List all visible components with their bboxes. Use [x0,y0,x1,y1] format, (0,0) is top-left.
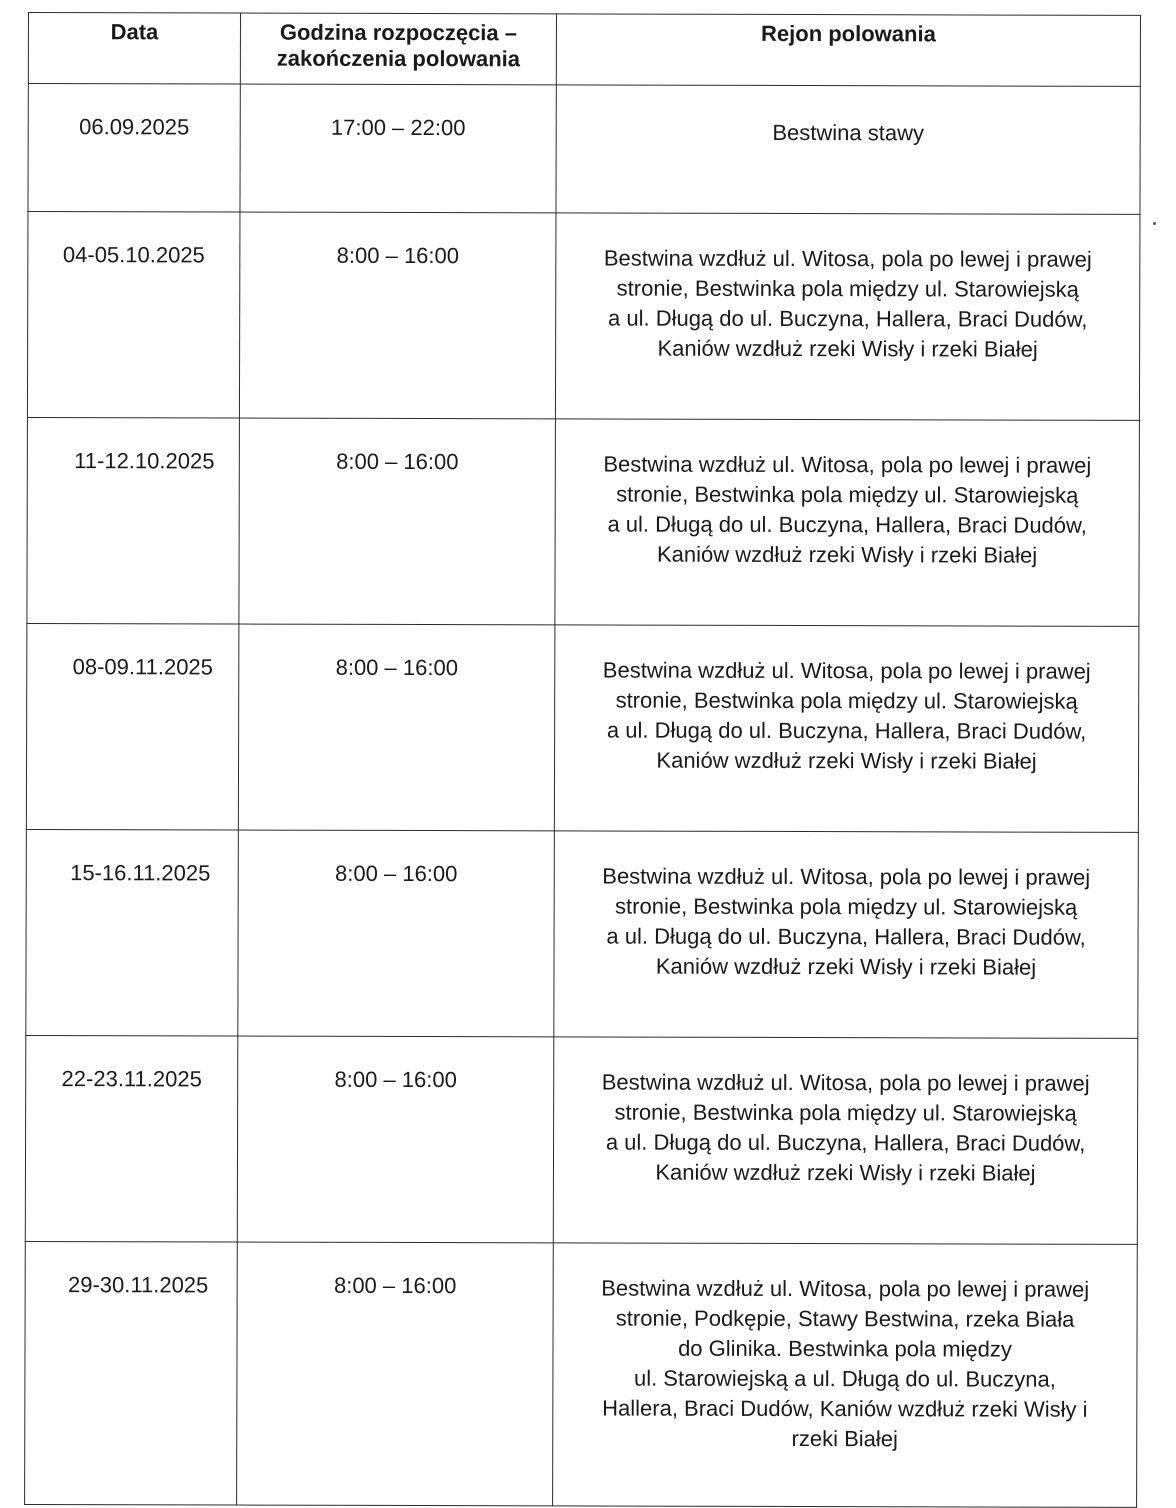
table-row [25,1241,1138,1507]
table-body [25,84,1141,1508]
cell-time: 8:00 – 16:00 [239,418,556,625]
header-time-text: Godzina rozpoczęcia – zakończenia polowania [276,19,521,72]
date-text: 29-30.11.2025 [67,1272,209,1298]
cell-date [26,829,239,1036]
area-text: Bestwina wzdłuż ul. Witosa, pola po lewej i prawej stronie, Bestwinka pola między ul. Starowiejską a ul. Długą do ul. Buczyna, Hallera, Braci Dudów, Kaniów wzdłuż rzeki Wisły i rzeki Białej [602,863,1091,980]
table-header [28,13,1140,87]
cell-area [554,625,1139,833]
date-text: 11-12.10.2025 [74,448,215,474]
header-date: Data [28,13,240,85]
cell-area [556,85,1140,215]
cell-area [553,1243,1138,1508]
area-text: Bestwina wzdłuż ul. Witosa, pola po lewej i prawej stronie, Bestwinka pola między ul. Starowiejską a ul. Długą do ul. Buczyna, Hallera, Braci Dudów, Kaniów wzdłuż rzeki Wisły i rzeki Białej [601,1069,1090,1186]
cell-date [25,1241,238,1505]
area-text: Bestwina wzdłuż ul. Witosa, pola po lewej i prawej stronie, Bestwinka pola między ul. Starowiejską a ul. Długą do ul. Buczyna, Hallera, Braci Dudów, Kaniów wzdłuż rzeki Wisły i rzeki Białej [603,245,1092,362]
cell-date [26,623,239,830]
table-row [28,84,1140,215]
table-row [26,829,1139,1038]
area-text: Bestwina stawy [772,119,925,146]
cell-area [555,419,1140,627]
cell-area [553,1037,1138,1245]
header-area: Rejon polowania [556,14,1140,87]
cell-time: 8:00 – 16:00 [239,212,556,419]
cell-area [555,213,1140,421]
cell-date [27,417,240,624]
date-text: 15-16.11.2025 [70,860,211,886]
cell-date [28,84,240,213]
hunting-schedule-table [24,12,1141,1508]
cell-time: 8:00 – 16:00 [238,830,555,1037]
scan-speck [1153,222,1156,225]
date-text: 08-09.11.2025 [72,654,213,680]
cell-time: 17:00 – 22:00 [240,84,556,213]
date-text: 04-05.10.2025 [62,242,205,268]
header-time [240,13,556,85]
table-row [25,1035,1138,1244]
table-row [26,623,1139,832]
table-row [27,212,1140,421]
cell-time: 8:00 – 16:00 [238,624,555,831]
cell-date [27,212,240,419]
cell-date [25,1035,238,1242]
cell-area [554,831,1139,1039]
area-text: Bestwina wzdłuż ul. Witosa, pola po lewej i prawej stronie, Podkępie, Stawy Bestwina, rzeka Biała do Glinika. Bestwinka pola między ul. Starowiejską a ul. Długą do ul. Buczyna, Hallera, Braci Dudów, Kaniów wzdłuż rzeki Wisły i rzeki Białej [601,1275,1090,1452]
cell-time: 8:00 – 16:00 [237,1242,554,1506]
date-text: 22-23.11.2025 [61,1066,202,1092]
header-row [28,13,1140,87]
cell-time: 8:00 – 16:00 [237,1036,554,1243]
area-text: Bestwina wzdłuż ul. Witosa, pola po lewej i prawej stronie, Bestwinka pola między ul. Starowiejską a ul. Długą do ul. Buczyna, Hallera, Braci Dudów, Kaniów wzdłuż rzeki Wisły i rzeki Białej [602,657,1091,774]
date-text: 06.09.2025 [79,114,190,140]
table-row [27,417,1140,626]
area-text: Bestwina wzdłuż ul. Witosa, pola po lewej i prawej stronie, Bestwinka pola między ul. Starowiejską a ul. Długą do ul. Buczyna, Hallera, Braci Dudów, Kaniów wzdłuż rzeki Wisły i rzeki Białej [603,451,1092,568]
